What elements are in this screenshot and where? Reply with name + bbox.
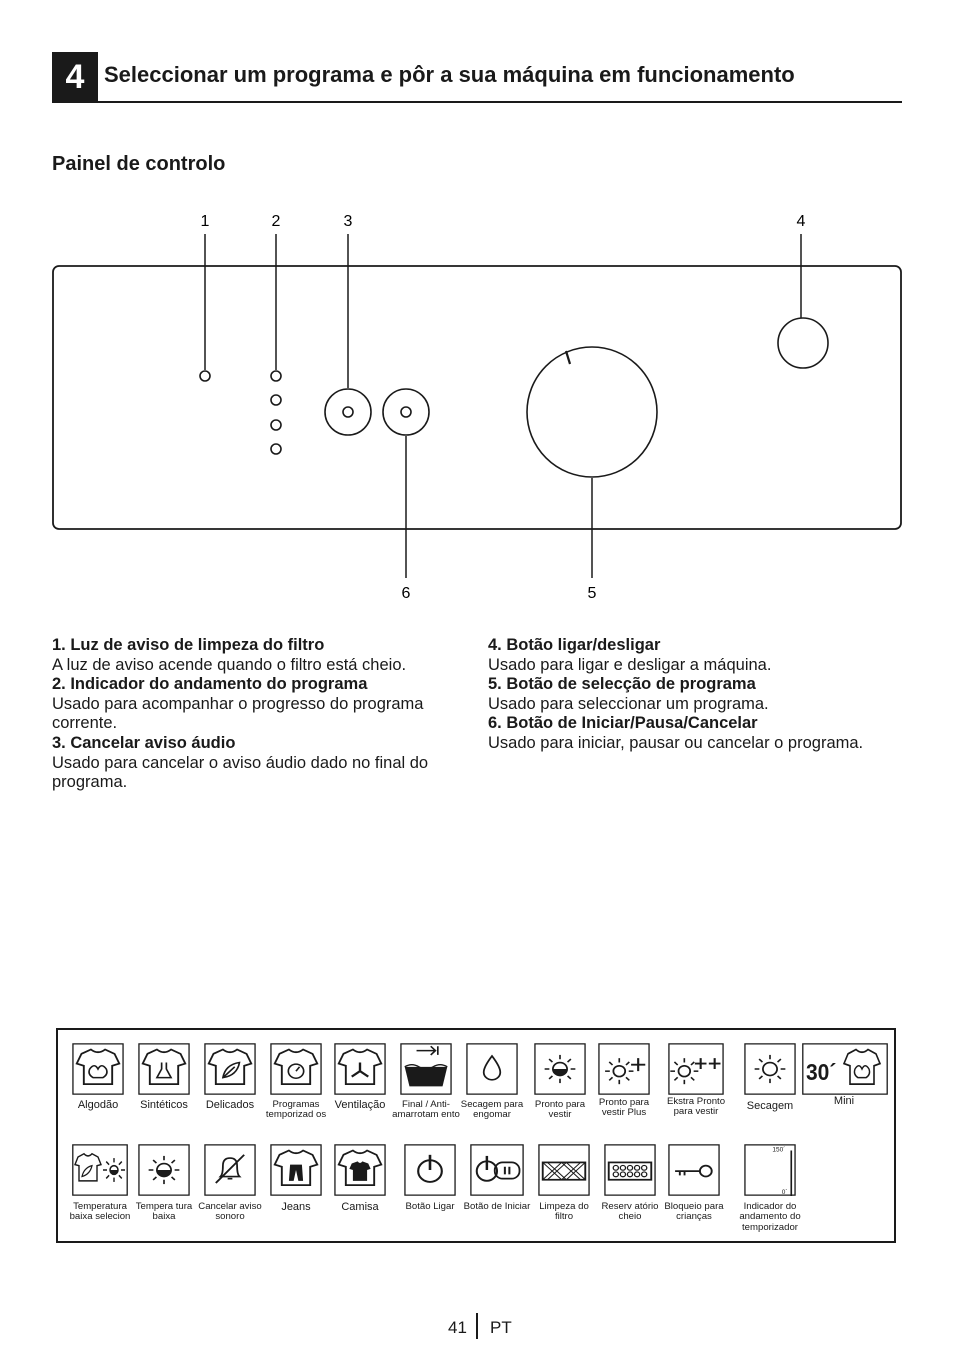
symbol-caption: Programas temporizad os <box>265 1099 327 1121</box>
power-icon <box>404 1144 456 1196</box>
callout-5: 5 <box>587 585 597 602</box>
filter-cleaning-icon <box>538 1144 590 1196</box>
symbol-caption: Secagem para engomar <box>460 1099 524 1121</box>
final-anti-wrinkle-icon <box>400 1043 452 1095</box>
descriptions-right <box>488 636 908 754</box>
progress-led <box>271 395 281 405</box>
program-selector-knob[interactable] <box>527 347 657 477</box>
symbol-caption: Secagem <box>746 1100 794 1112</box>
symbol-caption: Bloqueio para crianças <box>664 1201 724 1223</box>
symbol-caption: Pronto para vestir Plus <box>598 1097 650 1119</box>
symbol-caption: Delicados <box>205 1099 255 1111</box>
child-lock-key-icon <box>668 1144 720 1196</box>
mini-30-icon <box>802 1043 888 1095</box>
symbol-caption: Mini <box>833 1095 855 1107</box>
desc-heading: 1. Luz de aviso de limpeza do filtro <box>52 636 325 654</box>
synthetics-shirt-icon <box>138 1043 190 1095</box>
desc-text: Usado para seleccionar um programa. <box>488 694 769 713</box>
symbol-caption: Camisa <box>341 1201 379 1213</box>
desc-heading: 4. Botão ligar/desligar <box>488 636 661 654</box>
panel-heading: Painel de controlo <box>52 153 226 175</box>
section-title: Seleccionar um programa e pôr a sua máquina em funcionamento <box>104 62 795 87</box>
desc-heading: 6. Botão de Iniciar/Pausa/Cancelar <box>488 714 758 733</box>
symbol-caption: Sintéticos <box>140 1099 188 1111</box>
start-pause-icon <box>470 1144 524 1196</box>
symbol-caption: Temperatura baixa selecion <box>69 1201 131 1223</box>
sun-plus-plus-icon <box>668 1043 724 1095</box>
title-rule <box>52 101 902 103</box>
language-code: PT <box>490 1318 512 1337</box>
panel-outline <box>53 266 901 529</box>
symbol-caption: Jeans <box>281 1201 311 1213</box>
control-panel-diagram <box>0 200 954 610</box>
symbol-caption: Tempera tura baixa <box>135 1201 193 1223</box>
timer-progress-icon <box>744 1144 796 1196</box>
sun-plus-icon <box>598 1043 650 1095</box>
timer-top-label: 150´ <box>772 1146 786 1154</box>
symbol-caption: Ventilação <box>334 1099 386 1111</box>
symbol-caption: Algodão <box>77 1099 119 1111</box>
ventilation-shirt-icon <box>334 1043 386 1095</box>
desc-text: Usado para ligar e desligar a máquina. <box>488 655 772 674</box>
symbol-caption: Cancelar aviso sonoro <box>198 1201 262 1223</box>
filter-warning-light <box>200 371 210 381</box>
shirt-icon <box>334 1144 386 1196</box>
start-pause-led <box>401 407 411 417</box>
sun-half-icon <box>534 1043 586 1095</box>
callout-4: 4 <box>796 213 806 230</box>
audio-cancel-led <box>343 407 353 417</box>
tank-full-icon <box>604 1144 656 1196</box>
timer-bottom-label: 0´ <box>781 1189 788 1196</box>
descriptions-left <box>52 636 472 793</box>
section-number: 4 <box>52 52 98 102</box>
desc-heading: 5. Botão de selecção de programa <box>488 675 756 694</box>
desc-text: Usado para acompanhar o progresso do programa corrente. <box>52 694 424 733</box>
symbol-caption: Ekstra Pronto para vestir <box>666 1096 726 1118</box>
jeans-shirt-icon <box>270 1144 322 1196</box>
callout-1: 1 <box>200 213 210 230</box>
low-temp-selection-icon <box>72 1144 128 1196</box>
symbol-caption: Botão de Iniciar <box>463 1201 531 1212</box>
symbol-caption: Botão Ligar <box>405 1201 455 1212</box>
symbol-caption: Reserv atório cheio <box>601 1201 659 1223</box>
bell-cancel-icon <box>204 1144 256 1196</box>
sun-icon <box>744 1043 796 1095</box>
desc-text: Usado para iniciar, pausar ou cancelar o programa. <box>488 733 864 752</box>
symbol-caption: Limpeza do filtro <box>539 1201 589 1223</box>
footer-divider <box>476 1313 478 1339</box>
on-off-button[interactable] <box>778 318 828 368</box>
progress-led <box>271 371 281 381</box>
callout-6: 6 <box>401 585 411 602</box>
symbol-caption: Final / Anti-amarrotam ento <box>392 1099 460 1121</box>
cotton-shirt-icon <box>72 1043 124 1095</box>
desc-heading: 2. Indicador do andamento do programa <box>52 675 368 694</box>
mini-badge-text: 30´ <box>806 1059 837 1086</box>
page-number: 41 <box>448 1318 467 1337</box>
symbol-caption: Indicador do andamento do temporizador <box>739 1201 801 1233</box>
symbol-caption: Pronto para vestir <box>534 1099 586 1121</box>
timed-programs-shirt-icon <box>270 1043 322 1095</box>
desc-text: A luz de aviso acende quando o filtro está cheio. <box>52 655 407 674</box>
desc-text: Usado para cancelar o aviso áudio dado no final do programa. <box>52 753 429 792</box>
delicates-shirt-icon <box>204 1043 256 1095</box>
callout-2: 2 <box>271 213 281 230</box>
callout-3: 3 <box>343 213 353 230</box>
low-temperature-icon <box>138 1144 190 1196</box>
desc-heading: 3. Cancelar aviso áudio <box>52 733 236 752</box>
progress-led <box>271 444 281 454</box>
progress-led <box>271 420 281 430</box>
drop-icon <box>466 1043 518 1095</box>
